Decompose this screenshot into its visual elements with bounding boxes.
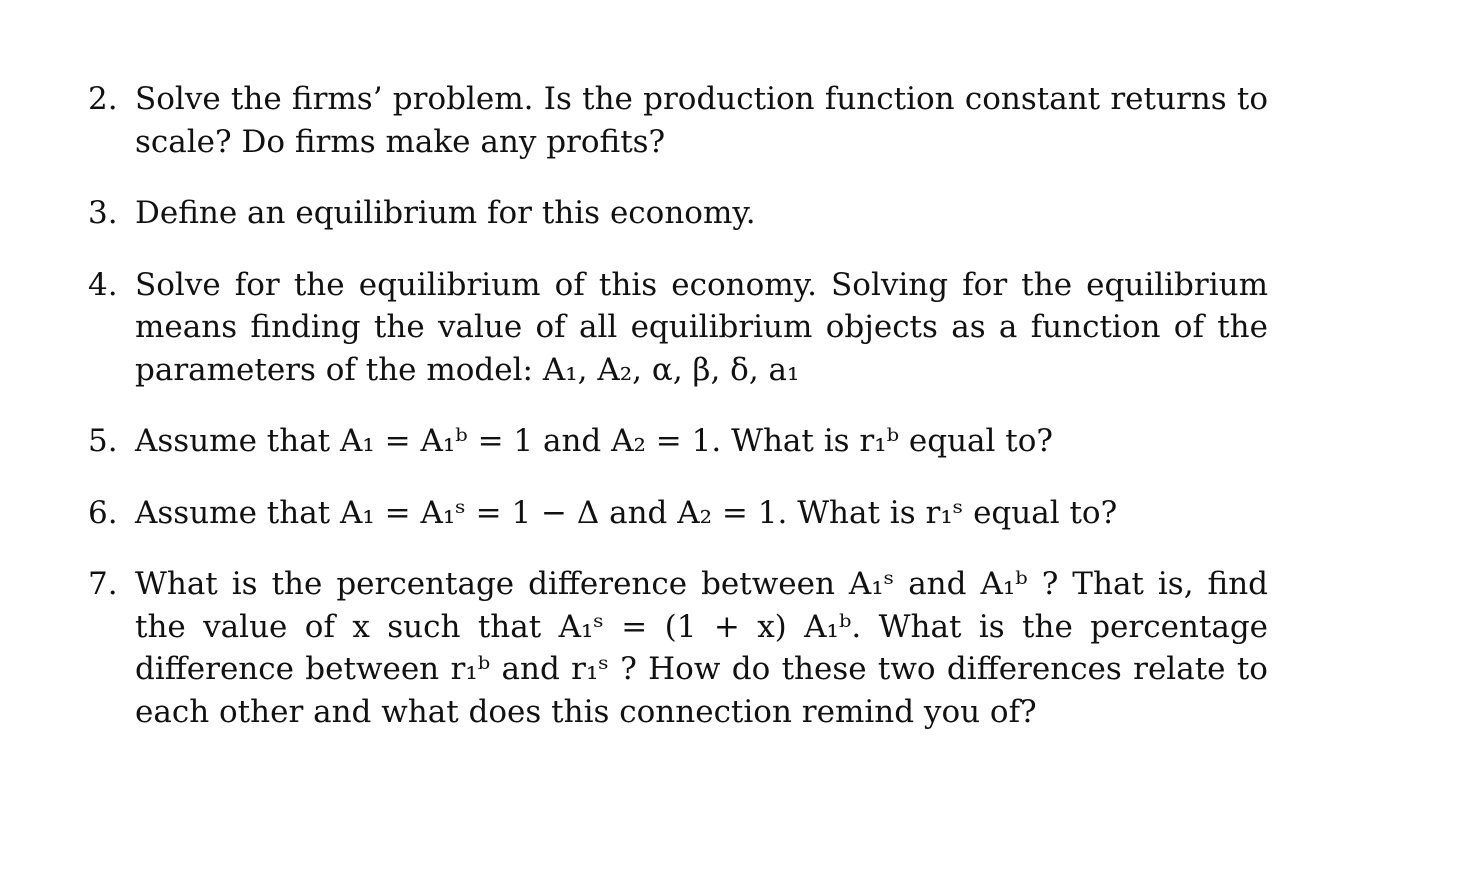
question-text: and (542, 423, 602, 459)
question-7 (88, 563, 1268, 733)
question-text: What is the percentage difference between (135, 608, 1269, 687)
question-text: equal to? (973, 494, 1118, 531)
math-expression: A₂ = 1. (611, 423, 722, 459)
math-expression: A₁ˢ (848, 566, 895, 602)
question-6 (88, 492, 1268, 535)
math-expression: r₁ˢ (571, 651, 609, 687)
question-list (88, 78, 1268, 733)
question-text: Define an equilibrium for this economy. (135, 195, 756, 231)
math-expression: A₁ = A₁ᵇ = 1 (340, 423, 534, 459)
question-text: Solve for the equilibrium of this economy. Solving for the equilibrium means finding the value of all equilibrium objects as a function of the parameters of the model: (135, 266, 1268, 388)
question-number: 6. (88, 494, 118, 531)
math-expression: r₁ᵇ (450, 651, 491, 687)
question-number: 7. (88, 566, 118, 602)
question-text: Assume that (135, 494, 331, 531)
question-text: Assume that (135, 423, 331, 459)
question-text: ? How do these two differences relate to each other and what does this connection remind you of? (135, 651, 1268, 730)
question-text: and (908, 566, 967, 602)
math-expression: A₁ = A₁ˢ = 1 − Δ (340, 494, 600, 531)
math-expression: A₁ᵇ (980, 566, 1028, 602)
question-text: ? That is, find the value of (135, 566, 1269, 645)
question-number: 4. (88, 266, 118, 303)
question-4 (88, 264, 1268, 392)
question-text: What is the percentage difference between (135, 566, 835, 602)
question-5 (88, 420, 1268, 463)
parameter-list: A₁, A₂, α, β, δ, a₁ (542, 351, 800, 388)
question-text: and (609, 494, 668, 531)
question-text: equal to? (908, 423, 1054, 459)
question-text: and (501, 651, 560, 687)
math-expression: r₁ˢ (925, 494, 964, 531)
math-expression: x (352, 608, 370, 645)
math-expression: A₂ = 1. (677, 494, 788, 531)
question-2 (88, 78, 1268, 163)
question-text: What is (797, 494, 916, 531)
math-expression: r₁ᵇ (859, 423, 900, 459)
math-expression: A₁ˢ = (1 + x) A₁ᵇ. (558, 608, 862, 645)
question-number: 3. (88, 195, 118, 231)
question-number: 5. (88, 423, 118, 459)
question-number: 2. (88, 81, 118, 117)
question-text: such that (387, 608, 542, 645)
question-text: What is (731, 423, 850, 459)
question-text: Solve the firms’ problem. Is the production function constant returns to scale? Do firms make any profits? (135, 81, 1268, 160)
question-3 (88, 192, 1268, 235)
